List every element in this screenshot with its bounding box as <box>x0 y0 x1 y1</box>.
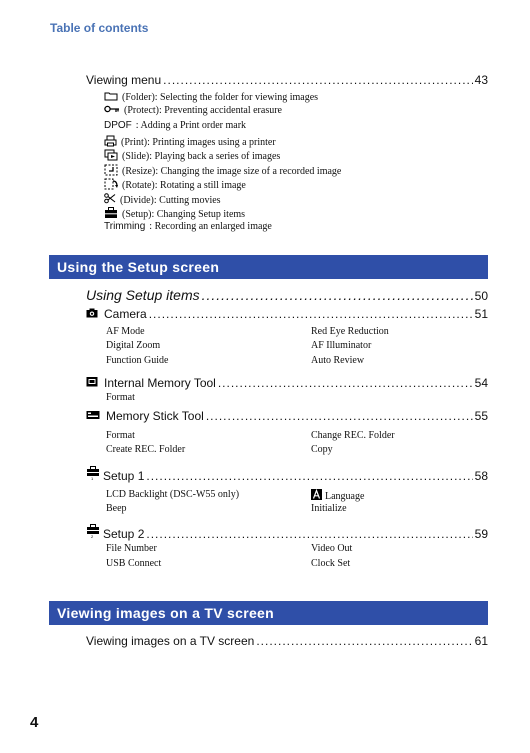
list-item: Change REC. Folder <box>311 430 395 441</box>
toolbox-icon <box>86 524 100 541</box>
sub-setup: (Setup): Changing Setup items <box>104 207 245 222</box>
rotate-icon <box>104 178 118 193</box>
section-banner-setup: Using the Setup screen <box>49 255 488 279</box>
dpof-icon: DPOF <box>104 120 132 131</box>
toc-page: 55 <box>474 409 488 423</box>
print-icon <box>104 135 117 150</box>
leader-dots <box>202 287 473 303</box>
list-item: Clock Set <box>311 558 351 569</box>
list-item: USB Connect <box>106 558 162 569</box>
toc-tv[interactable] <box>86 634 488 648</box>
toc-setup-1[interactable] <box>86 466 488 483</box>
list-item: LCD Backlight (DSC-W55 only) <box>106 489 240 500</box>
list-item: Red Eye Reduction <box>311 326 389 337</box>
sub-slide: (Slide): Playing back a series of images <box>104 149 280 164</box>
toolbox-icon <box>86 466 100 483</box>
list-item: AF Mode <box>106 326 145 337</box>
toc-label: Setup 1 <box>103 469 145 483</box>
toc-internal-memory[interactable] <box>86 376 488 390</box>
scissors-icon <box>104 193 116 207</box>
leader-dots <box>206 409 473 423</box>
toc-setup-2[interactable] <box>86 524 488 541</box>
list-item: Create REC. Folder <box>106 444 186 455</box>
folder-icon <box>104 91 118 104</box>
key-icon <box>104 105 120 116</box>
leader-dots <box>163 73 472 87</box>
toc-page: 54 <box>474 376 488 390</box>
toc-label: Camera <box>104 307 147 321</box>
slide-icon <box>104 149 118 164</box>
list-item: Digital Zoom <box>106 340 161 351</box>
leader-dots <box>149 307 473 321</box>
sub-trimming: Trimming : Recording an enlarged image <box>104 221 272 232</box>
page-number: 4 <box>30 714 39 731</box>
memory-stick-icon <box>86 409 100 423</box>
internal-memory-icon <box>86 376 98 390</box>
list-item: Video Out <box>311 543 353 554</box>
toc-page: 58 <box>474 469 488 483</box>
toolbox-icon <box>104 207 118 222</box>
trimming-icon: Trimming <box>104 221 146 232</box>
resize-icon <box>104 164 118 179</box>
sub-dpof: DPOF : Adding a Print order mark <box>104 120 247 131</box>
list-item: Auto Review <box>311 355 365 366</box>
list-item: File Number <box>106 543 157 554</box>
toc-using-setup[interactable] <box>86 287 488 303</box>
toc-label: Internal Memory Tool <box>104 376 216 390</box>
toc-page: 43 <box>474 73 488 87</box>
toc-page: 50 <box>474 289 488 303</box>
svg-text:2: 2 <box>91 534 94 538</box>
list-item: Format <box>106 392 135 403</box>
sub-rotate: (Rotate): Rotating a still image <box>104 178 246 193</box>
sub-protect: (Protect): Preventing accidental erasure <box>104 105 282 116</box>
toc-label: Setup 2 <box>103 527 145 541</box>
list-item: Format <box>106 430 135 441</box>
list-item: Initialize <box>311 503 347 514</box>
toc-page: 59 <box>474 527 488 541</box>
toc-viewing-menu[interactable] <box>86 73 488 87</box>
leader-dots <box>146 527 472 541</box>
language-icon <box>311 489 322 503</box>
list-item: Beep <box>106 503 127 514</box>
toc-memory-stick[interactable] <box>86 409 488 423</box>
toc-label: Viewing menu <box>86 73 162 87</box>
toc-label: Using Setup items <box>86 287 200 303</box>
toc-page: 61 <box>474 634 488 648</box>
svg-text:1: 1 <box>91 476 94 480</box>
leader-dots <box>146 469 472 483</box>
sub-print: (Print): Printing images using a printer <box>104 135 276 150</box>
camera-icon <box>86 307 98 321</box>
list-item: AF Illuminator <box>311 340 372 351</box>
toc-label: Memory Stick Tool <box>106 409 204 423</box>
toc-label: Viewing images on a TV screen <box>86 634 255 648</box>
list-item: Copy <box>311 444 333 455</box>
section-banner-tv: Viewing images on a TV screen <box>49 601 488 625</box>
sub-folder: (Folder): Selecting the folder for viewing images <box>104 91 318 104</box>
sub-divide: (Divide): Cutting movies <box>104 193 221 207</box>
list-item: Function Guide <box>106 355 169 366</box>
list-item-language: Language <box>311 489 364 503</box>
leader-dots <box>218 376 473 390</box>
sub-resize: (Resize): Changing the image size of a recorded image <box>104 164 341 179</box>
toc-camera[interactable] <box>86 307 488 321</box>
toc-page: 51 <box>474 307 488 321</box>
leader-dots <box>256 634 472 648</box>
header-title: Table of contents <box>50 21 149 35</box>
